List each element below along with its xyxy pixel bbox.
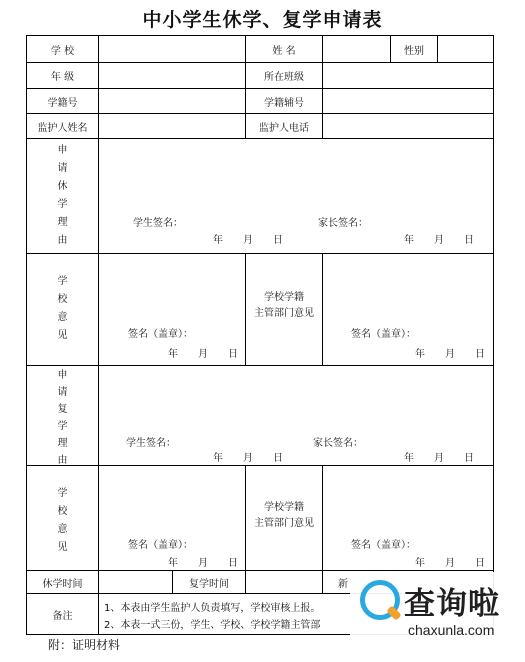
class-label: 所在班级 (264, 72, 304, 83)
student-sign-date: 年 月 日 (213, 235, 283, 246)
guardian-phone-label: 监护人电话 (259, 122, 309, 134)
student-id-field[interactable] (99, 89, 245, 113)
attachment-note: 附：证明材料 (48, 638, 121, 652)
notes-label: 备注 (52, 610, 73, 622)
resume-reason-label: 申 请 复 学 理 由 (57, 370, 68, 466)
school-label: 学 校 (50, 45, 75, 57)
school-opinion-label: 学 校 意 见 (57, 276, 68, 341)
resume-student-sign-date: 年 月 日 (213, 453, 283, 464)
gender-field[interactable] (438, 36, 493, 62)
guardian-name-label: 监护人姓名 (37, 122, 88, 134)
student-id-label: 学籍号 (47, 97, 78, 109)
resume-school-opinion-label: 学 校 意 见 (57, 488, 68, 553)
registry-opinion-label: 学校学籍 主管部门意见 (254, 292, 314, 319)
resume-student-signature-label: 学生签名： (126, 438, 176, 449)
name-label: 姓 名 (272, 45, 296, 57)
name-field[interactable] (323, 36, 390, 62)
resume-parent-signature-label: 家长签名： (313, 438, 363, 449)
registry-sign-date: 年 月 日 (415, 349, 485, 360)
resume-time-field[interactable] (246, 571, 322, 593)
resume-registry-sign-date: 年 月 日 (415, 558, 485, 569)
new-label: 新 (338, 578, 348, 590)
resume-school-seal-label: 签名（盖章）： (128, 540, 193, 551)
resume-registry-opinion-label: 学校学籍 主管部门意见 (254, 502, 314, 529)
resume-registry-seal-label: 签名（盖章）： (351, 540, 416, 551)
student-signature-label: 学生签名： (133, 218, 183, 229)
resume-school-sign-date: 年 月 日 (168, 558, 238, 569)
gender-label: 性别 (404, 45, 424, 57)
school-sign-date: 年 月 日 (168, 349, 238, 360)
watermark-brand: 查询啦 (404, 586, 500, 622)
grade-label: 年 级 (50, 72, 75, 83)
school-field[interactable] (99, 36, 245, 62)
suspend-time-label: 休学时间 (42, 578, 83, 590)
watermark-badge (350, 572, 515, 660)
parent-sign-date: 年 月 日 (404, 235, 474, 246)
note-line-1: 1、本表由学生监护人负责填写，学校审核上报。 (104, 603, 321, 614)
grade-field[interactable] (99, 63, 245, 88)
resume-parent-sign-date: 年 月 日 (404, 453, 474, 464)
watermark-url: chaxunla.com (408, 622, 495, 638)
registry-seal-label: 签名（盖章）： (351, 329, 416, 340)
magnifier-logo-icon (360, 580, 400, 620)
form-title: 中小学生休学、复学申请表 (142, 9, 383, 31)
suspend-reason-label: 申 请 休 学 理 由 (57, 145, 68, 246)
resume-time-label: 复学时间 (189, 578, 229, 590)
suspend-time-field[interactable] (99, 571, 172, 593)
guardian-name-field[interactable] (99, 114, 245, 138)
guardian-phone-field[interactable] (323, 114, 493, 138)
class-field[interactable] (323, 63, 493, 88)
school-seal-label: 签名（盖章）： (128, 329, 193, 340)
aux-id-label: 学籍辅号 (264, 97, 304, 109)
aux-id-field[interactable] (323, 89, 493, 113)
parent-signature-label: 家长签名： (318, 218, 368, 229)
note-line-2: 2、本表一式三份，学生、学校、学校学籍主管部 (104, 620, 321, 631)
